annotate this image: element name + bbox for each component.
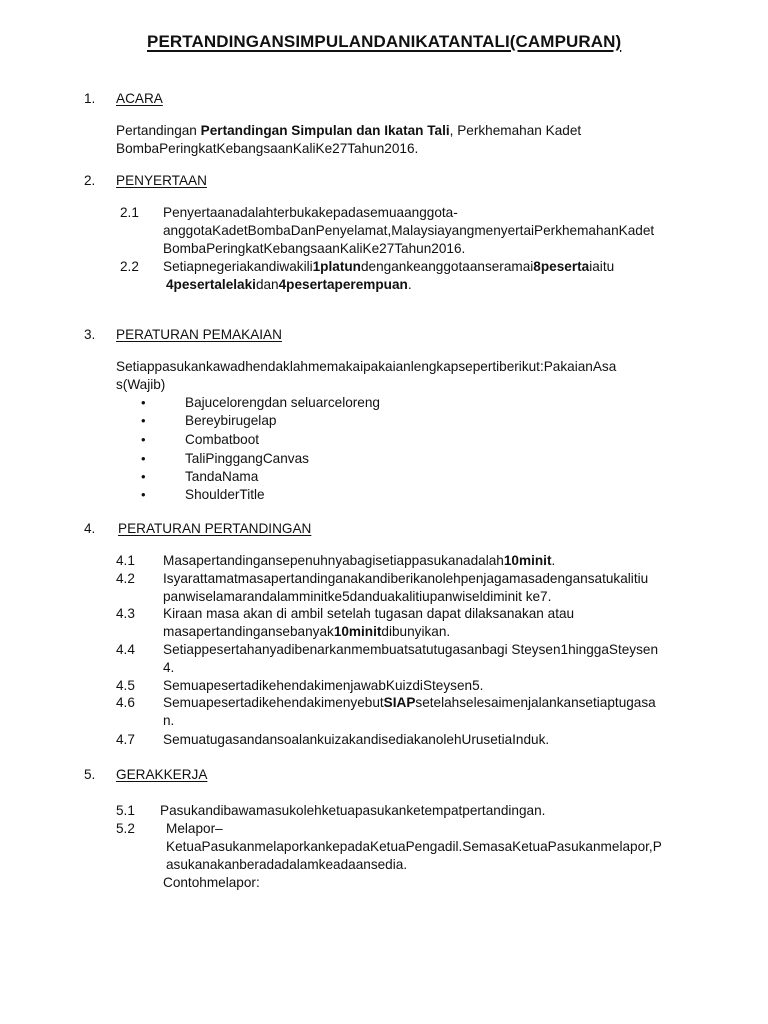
text-bold: SIAP — [383, 695, 416, 710]
text-run: . — [551, 553, 556, 568]
item-text: Pasukandibawamasukolehketuapasukanketempatpertandingan. — [160, 803, 546, 818]
item-number: 4.4 — [116, 642, 135, 657]
bullet-icon: • — [141, 469, 146, 484]
item-text — [163, 552, 555, 570]
item-number: 4.6 — [116, 695, 135, 710]
text-run: dan — [255, 277, 279, 292]
section-heading-pemakaian: PERATURAN PEMAKAIAN — [116, 327, 282, 342]
text-bold: 10minit — [333, 624, 382, 639]
section-number: 2. — [84, 173, 96, 188]
item-text — [166, 276, 412, 294]
list-item: Bajucelorengdan seluarceloreng — [185, 395, 380, 410]
acara-text: , Perkhemahan Kadet — [449, 123, 582, 138]
item-number: 4.2 — [116, 571, 135, 586]
section-number: 5. — [84, 767, 96, 782]
item-number: 5.1 — [116, 803, 135, 818]
section-number: 4. — [84, 521, 96, 536]
bullet-icon: • — [141, 413, 146, 428]
item-text: SemuatugasandansoalankuizakandisediakanolehUrusetiaInduk. — [163, 732, 550, 747]
item-text: KetuaPasukanmelaporkankepadaKetuaPengadil.SemasaKetuaPasukanmelapor,P — [166, 839, 662, 854]
list-item: ShoulderTitle — [185, 487, 265, 502]
text-bold: 8peserta — [533, 259, 590, 274]
text-run: Semuapesertadikehendakimenyebut — [163, 695, 384, 710]
item-text: asukanakanberadadalamkeadaansedia. — [166, 857, 408, 872]
item-text: panwiselamarandalamminitke5danduakalitiupanwiseldiminit ke7. — [163, 589, 552, 604]
item-text: SemuapesertadikehendakimenjawabKuizdiSteysen5. — [163, 678, 484, 693]
item-number: 2.2 — [120, 259, 139, 274]
item-number: 4.1 — [116, 553, 135, 568]
list-item: Bereybirugelap — [185, 413, 277, 428]
item-text — [163, 623, 450, 641]
bullet-icon: • — [141, 451, 146, 466]
section-number: 3. — [84, 327, 96, 342]
text-bold: 4pesertaperempuan — [278, 277, 408, 292]
item-text: BombaPeringkatKebangsaanKaliKe27Tahun2016. — [163, 241, 466, 256]
item-text: Isyarattamatmasapertandinganakandiberikanolehpenjagamasadengansatukalitiu — [163, 571, 649, 586]
acara-paragraph-line: BombaPeringkatKebangsaanKaliKe27Tahun2016. — [116, 141, 419, 156]
text-run: Setiapnegeriakandiwakili — [163, 259, 313, 274]
pemakaian-intro: Setiappasukankawadhendaklahmemakaipakaianlengkapsepertiberikut:PakaianAsa — [116, 359, 617, 374]
item-number: 5.2 — [116, 821, 135, 836]
item-text: anggotaKadetBombaDanPenyelamat,MalaysiayangmenyertaiPerkhemahanKadet — [163, 223, 655, 238]
text-bold: 1platun — [312, 259, 361, 274]
section-heading-penyertaan: PENYERTAAN — [116, 173, 207, 188]
document-title: PERTANDINGANSIMPULANDANIKATANTALI(CAMPURAN) — [147, 32, 622, 51]
pemakaian-intro: s(Wajib) — [116, 377, 166, 392]
item-text — [163, 694, 656, 712]
bullet-icon: • — [141, 395, 146, 410]
text-run: . — [407, 277, 412, 292]
item-text: Contohmelapor: — [163, 875, 260, 890]
text-bold: 4pesertalelaki — [166, 277, 256, 292]
text-run: setelahselesaimenjalankansetiaptugasa — [415, 695, 656, 710]
acara-event-name: Pertandingan Simpulan dan Ikatan Tali — [200, 123, 450, 138]
section-number: 1. — [84, 91, 96, 106]
list-item: Combatboot — [185, 432, 260, 447]
section-heading-pertandingan: PERATURAN PERTANDINGAN — [118, 521, 312, 536]
list-item: TandaNama — [185, 469, 259, 484]
item-text: 4. — [163, 660, 175, 675]
item-text — [163, 258, 614, 276]
item-number: 4.5 — [116, 678, 135, 693]
text-run: iaitu — [589, 259, 615, 274]
section-heading-acara: ACARA — [116, 91, 163, 106]
text-bold: 10minit — [503, 553, 552, 568]
bullet-icon: • — [141, 487, 146, 502]
item-text: Setiappesertahanyadibenarkanmembuatsatutugasanbagi Steysen1hinggaSteysen — [163, 642, 659, 657]
text-run: dibunyikan. — [381, 624, 451, 639]
item-number: 2.1 — [120, 205, 139, 220]
item-number: 4.3 — [116, 606, 135, 621]
item-text: Kiraan masa akan di ambil setelah tugasan dapat dilaksanakan atau — [163, 606, 575, 621]
bullet-icon: • — [141, 432, 146, 447]
list-item: TaliPinggangCanvas — [185, 451, 309, 466]
item-number: 4.7 — [116, 732, 135, 747]
acara-text: Pertandingan — [116, 123, 201, 138]
text-run: masapertandingansebanyak — [163, 624, 334, 639]
item-text: Melapor– — [166, 821, 223, 836]
acara-paragraph-line — [116, 122, 581, 140]
section-heading-gerakkerja: GERAKKERJA — [116, 767, 208, 782]
item-text: n. — [163, 713, 175, 728]
item-text: Penyertaanadalahterbukakepadasemuaanggota- — [163, 205, 458, 220]
text-run: dengankeanggotaanseramai — [360, 259, 534, 274]
text-run: Masapertandingansepenuhnyabagisetiappasukanadalah — [163, 553, 504, 568]
